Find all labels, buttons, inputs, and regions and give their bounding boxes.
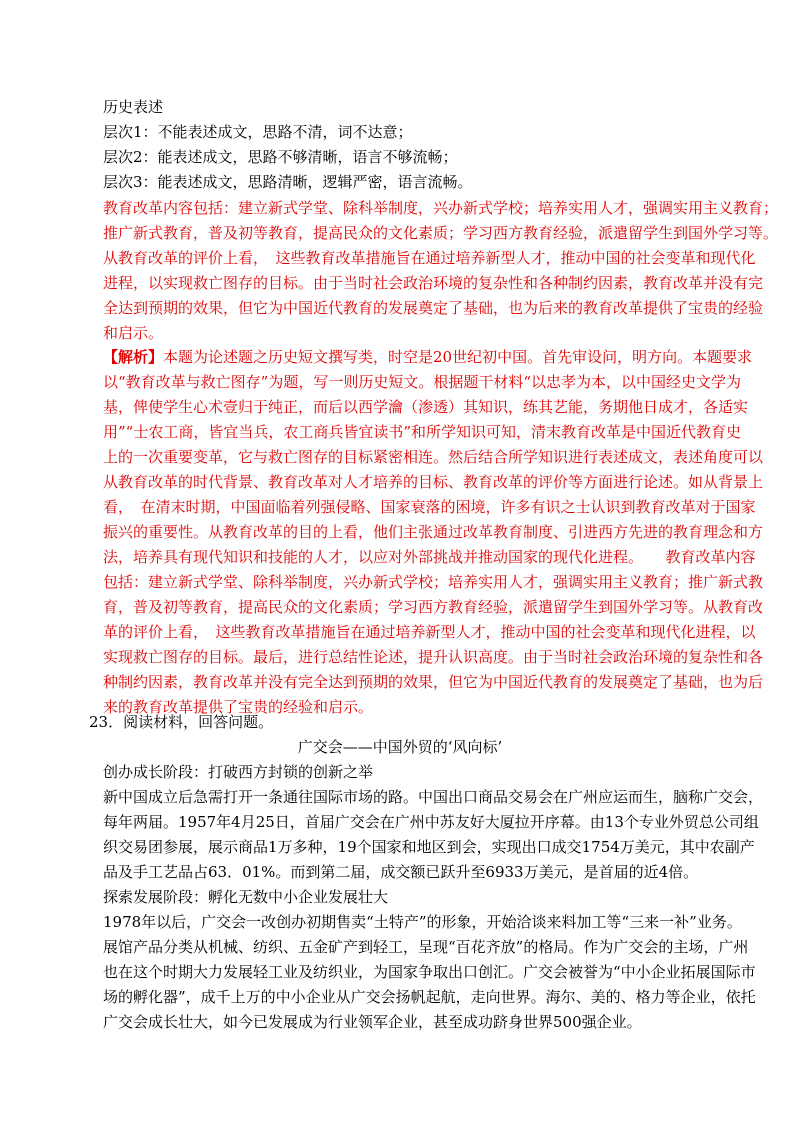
stage2-line: 广交会成长壮大，如今已发展成为行业领军企业，甚至成功跻身世界500强企业。 (103, 1013, 642, 1031)
stage1-line: 品及手工艺品占63．01%。而到第二届，成交额已跃升至6933万美元，是首届的近4倍。 (103, 863, 699, 881)
explanation-line: 来的教育改革提供了宝贵的经验和启示。 (103, 698, 374, 716)
stage2-line: 展馆产品分类从机械、纺织、五金矿产到轻工，呈现“百花齐放”的格局。作为广交会的主场，广州 (103, 938, 749, 956)
answer-line: 从教育改革的评价上看， 这些教育改革措施旨在通过培养新型人才，推动中国的社会变革和现代化 (103, 249, 756, 267)
question-23-label: 23．阅读材料，回答问题。 (89, 713, 274, 731)
answer-line: 进程，以实现救亡图存的目标。由于当时社会政治环境的复杂性和各种制约因素，教育改革并没有完 (103, 274, 764, 292)
level-1-text: 层次1：不能表述成文，思路不清，词不达意； (103, 123, 413, 141)
explanation-line: 从教育改革的时代背景、教育改革对人才培养的目标、教育改革的评价等方面进行论述。如从背景上 (103, 473, 764, 491)
stage2-line: 也在这个时期大力发展轻工业及纺织业，为国家争取出口创汇。广交会被誉为“中小企业拓展国际市 (103, 963, 756, 981)
explanation-line: 实现救亡图存的目标。最后，进行总结性论述，提升认识高度。由于当时社会政治环境的复杂性和各 (103, 648, 764, 666)
explanation-line: 上的一次重要变革，它与救亡图存的目标紧密相连。然后结合所学知识进行表述成文，表述角度可以 (103, 448, 764, 466)
answer-line: 和启示。 (103, 324, 164, 342)
material-title: 广交会——中国外贸的‘风向标’ (297, 738, 503, 756)
stage1-line: 新中国成立后急需打开一条通往国际市场的路。中国出口商品交易会在广州应运而生，脑称广交会， (103, 788, 764, 806)
stage1-line: 织交易团参展，展示商品1万多种，19个国家和地区到会，实现出口成交1754万美元，其中农副产 (103, 838, 755, 856)
explanation-text: 本题为论述题之历史短文撰写类，时空是20世纪初中国。首先审设问，明方向。本题要求 (163, 348, 753, 366)
explanation-tag: 【解析】 (103, 348, 164, 366)
explanation-line: 用”“士农工商，皆宜当兵，农工商兵皆宜读书”和所学知识可知，清末教育改革是中国近代教育史 (103, 423, 742, 441)
stage2-heading: 探索发展阶段：孵化无数中小企业发展壮大 (103, 888, 389, 906)
answer-line: 推广新式教育，普及初等教育，提高民众的文化素质；学习西方教育经验，派遣留学生到国外学习等。 (103, 224, 779, 242)
answer-line: 全达到预期的效果，但它为中国近代教育的发展奠定了基础，也为后来的教育改革提供了宝贵的经验 (103, 299, 764, 317)
history-expression-heading: 历史表述 (103, 98, 164, 116)
stage1-heading: 创办成长阶段：打破西方封锁的创新之举 (103, 763, 374, 781)
explanation-line: 法，培养具有现代知识和技能的人才，以应对外部挑战并推动国家的现代化进程。 教育改革内容 (103, 548, 756, 566)
answer-line: 教育改革内容包括：建立新式学堂、除科举制度，兴办新式学校；培养实用人才，强调实用主义教育； (103, 199, 779, 217)
explanation-line: 以“教育改革与救亡图存”为题，写一则历史短文。根据题干材料“以忠孝为本，以中国经史文学为 (103, 373, 742, 391)
explanation-line: 包括：建立新式学堂、除科举制度，兴办新式学校；培养实用人才，强调实用主义教育；推广新式教 (103, 573, 764, 591)
level-3-text: 层次3：能表述成文，思路清晰，逻辑严密，语言流畅。 (103, 173, 473, 191)
stage1-line: 每年两届。1957年4月25日，首届广交会在广州中苏友好大厦拉开序幕。由13个专业外贸总公司组 (103, 813, 759, 831)
explanation-line: 看， 在清末时期，中国面临着列强侵略、国家衰落的困境，许多有识之士认识到教育改革对于国家 (103, 498, 756, 516)
level-2-text: 层次2：能表述成文，思路不够清晰，语言不够流畅； (103, 148, 458, 166)
stage2-line: 1978年以后，广交会一改创办初期售卖“土特产”的形象，开始洽谈来料加工等“三来一补”业务。 (103, 913, 742, 931)
explanation-line: 振兴的重要性。从教育改革的目的上看，他们主张通过改革教育制度、引进西方先进的教育理念和方 (103, 523, 764, 541)
explanation-line (103, 346, 752, 368)
explanation-line: 基，俾使学生心术壹归于纯正，而后以西学瀹（渗透）其知识，练其艺能，务期他日成才，各适实 (103, 398, 749, 416)
stage2-line: 场的孵化器”，成千上万的中小企业从广交会扬帆起航，走向世界。海尔、美的、格力等企业，依托 (103, 988, 756, 1006)
explanation-line: 种制约因素，教育改革并没有完全达到预期的效果，但它为中国近代教育的发展奠定了基础，也为后 (103, 673, 764, 691)
explanation-line: 育，普及初等教育，提高民众的文化素质；学习西方教育经验，派遣留学生到国外学习等。从教育改 (103, 598, 764, 616)
explanation-line: 革的评价上看， 这些教育改革措施旨在通过培养新型人才，推动中国的社会变革和现代化进程，以 (103, 623, 756, 641)
